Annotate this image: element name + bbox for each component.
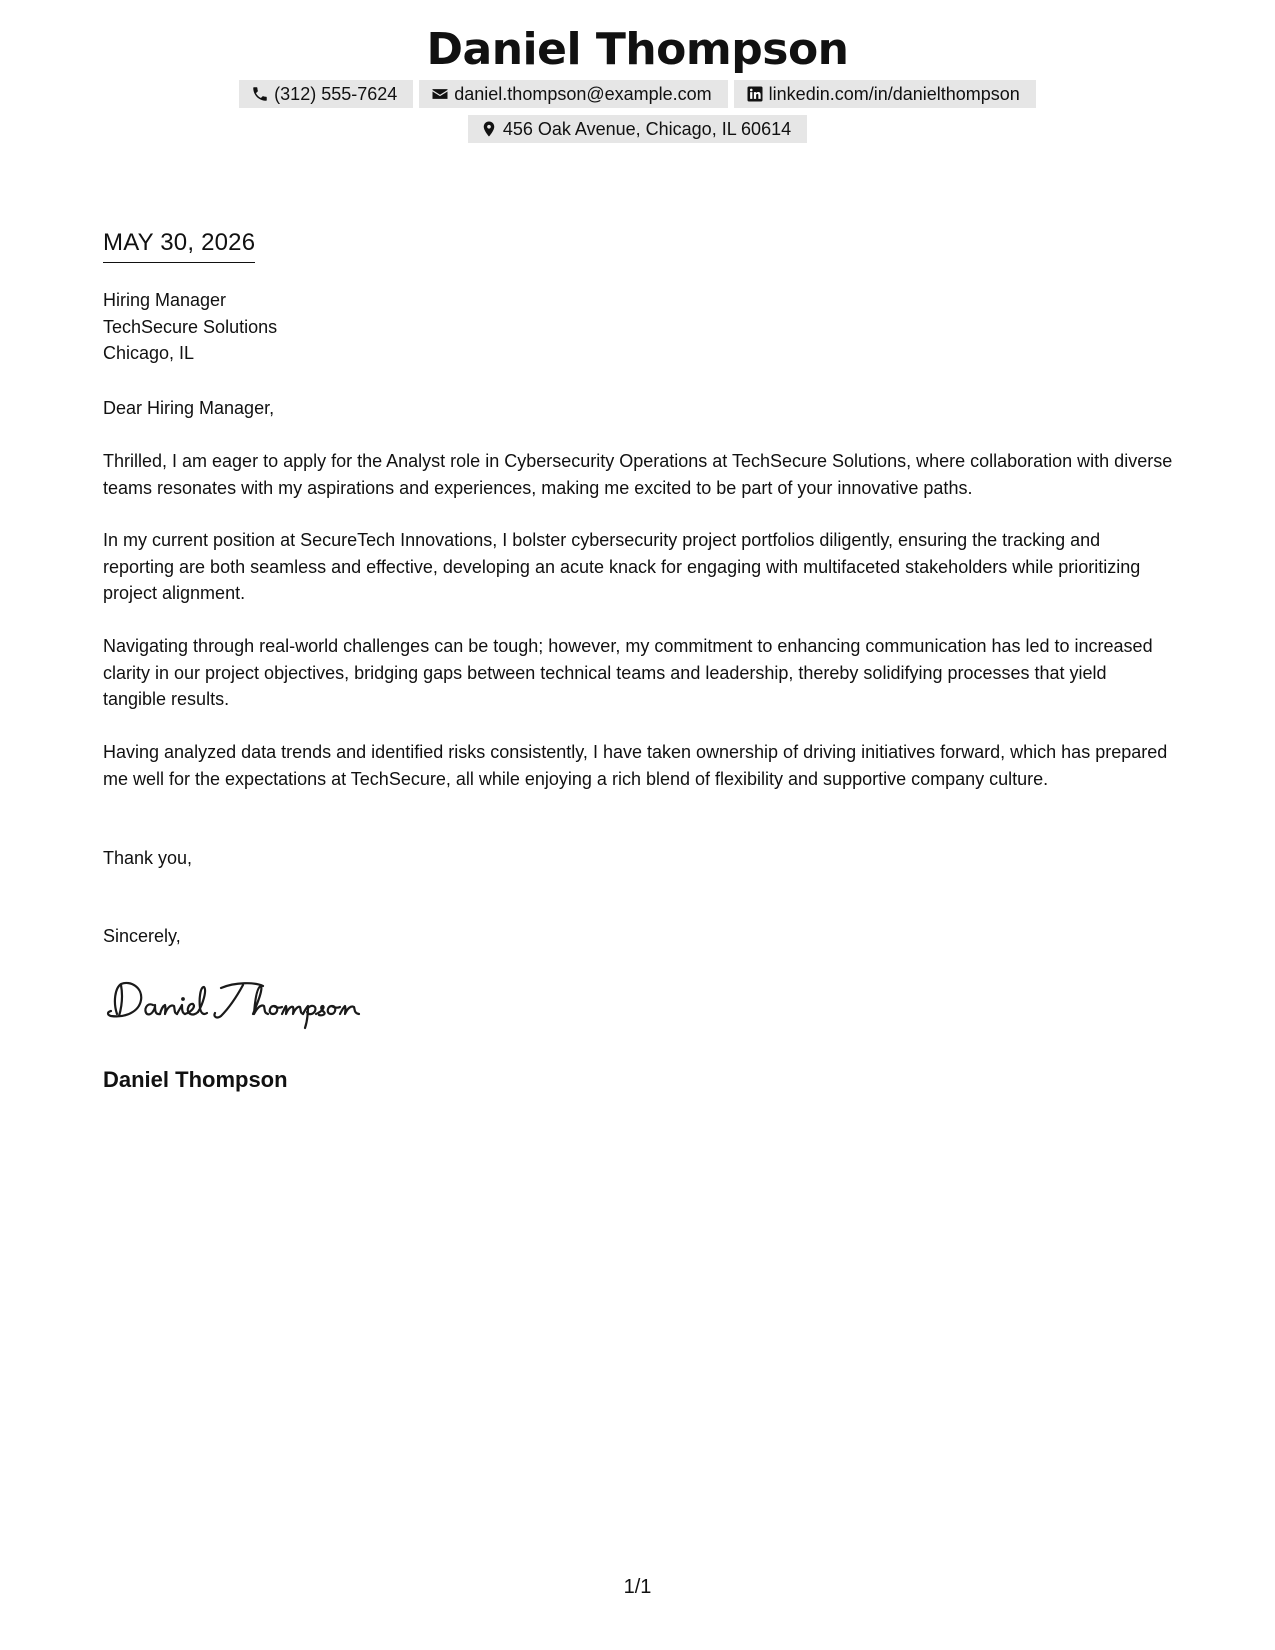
linkedin-text: linkedin.com/in/danielthompson xyxy=(768,84,1020,104)
body-paragraph-1: Thrilled, I am eager to apply for the Analyst role in Cybersecurity Operations at TechSecure Solutions, where collaboration with diverse teams resonates with my aspirations and experiences, making me excited to be part of your innovative paths. xyxy=(103,451,1173,498)
page-number: 1/1 xyxy=(623,1576,652,1598)
body-paragraph-2: In my current position at SecureTech Innovations, I bolster cybersecurity project portfolios diligently, ensuring the tracking and reporting are both seamless and effective, developing an acute knack for engaging with multifaceted stakeholders while prioritizing project alignment. xyxy=(103,530,1141,603)
contact-row-secondary xyxy=(0,115,1275,143)
recipient-company: TechSecure Solutions xyxy=(103,316,278,337)
envelope-icon xyxy=(431,85,449,103)
email-text: daniel.thompson@example.com xyxy=(454,84,712,104)
contact-row-primary xyxy=(0,80,1275,108)
handwritten-signature xyxy=(103,972,373,1032)
phone-icon xyxy=(251,85,269,103)
signed-name: Daniel Thompson xyxy=(103,1067,288,1092)
recipient-block xyxy=(103,287,277,367)
phone-chip[interactable] xyxy=(239,80,413,108)
recipient-location: Chicago, IL xyxy=(103,343,195,363)
salutation: Dear Hiring Manager, xyxy=(103,398,275,418)
body-paragraph-4: Having analyzed data trends and identified risks consistently, I have taken ownership of driving initiatives forward, which has prepared me well for the expectations at TechSecure, all while enjoying a rich blend of flexibility and supportive company culture. xyxy=(103,742,1168,789)
linkedin-chip[interactable] xyxy=(734,80,1036,108)
applicant-name-heading: Daniel Thompson xyxy=(426,24,849,75)
map-pin-icon xyxy=(480,120,498,138)
email-chip[interactable] xyxy=(419,80,727,108)
letter-date: MAY 30, 2026 xyxy=(103,228,255,263)
thanks-line: Thank you, xyxy=(103,848,193,868)
linkedin-icon xyxy=(746,85,764,103)
recipient-title: Hiring Manager xyxy=(103,290,227,310)
address-text: 456 Oak Avenue, Chicago, IL 60614 xyxy=(502,119,792,139)
body-paragraph-3: Navigating through real-world challenges can be tough; however, my commitment to enhancing communication has led to increased clarity in our project objectives, bridging gaps between technical teams and leadership, thereby solidifying processes that yield tangible results. xyxy=(103,636,1153,709)
phone-text: (312) 555-7624 xyxy=(274,84,398,104)
address-chip xyxy=(468,115,807,143)
closing-line: Sincerely, xyxy=(103,926,181,946)
